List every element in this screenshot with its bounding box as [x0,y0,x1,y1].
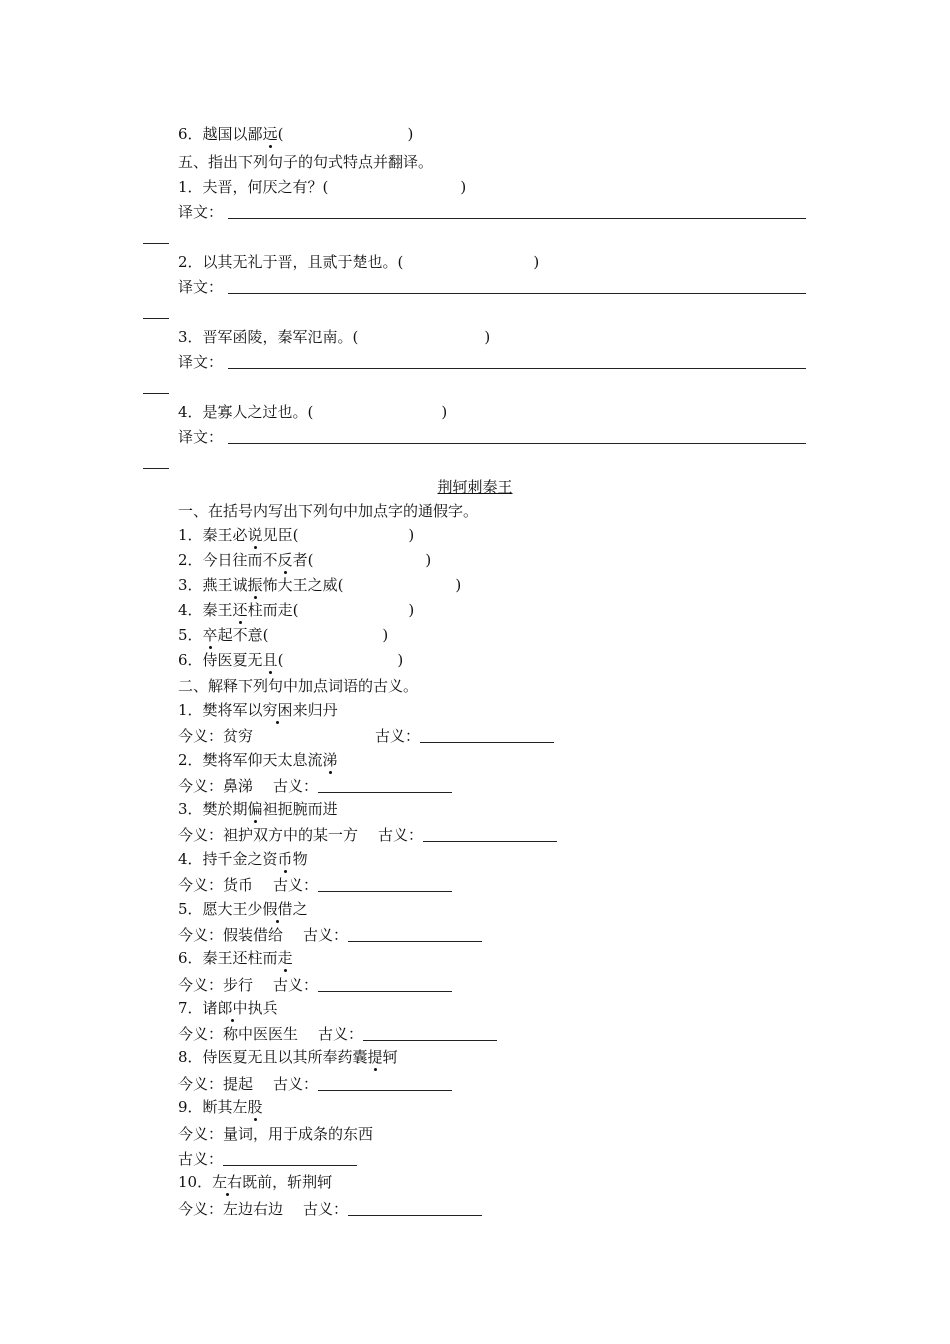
guyi-blank[interactable] [348,927,482,942]
paren-close: ) [408,526,415,544]
paren-close: ) [397,651,404,669]
sentence-text: 3．燕王诚 [178,576,248,594]
gujin-meaning-2 [178,776,810,798]
emphasized-char: 卒 [202,626,218,644]
jinyi-label: 今义： [178,777,224,795]
translation-label: 译文： [178,203,224,221]
guyi-blank[interactable] [420,728,554,743]
guyi-label: 古义： [178,1150,224,1168]
sentence-text: 9．断其左 [178,1098,248,1116]
guyi-label: 古义： [273,777,319,795]
jinyi-text: 左边右边 [223,1200,284,1218]
sentence-text: 柱而走( [247,601,299,619]
emphasized-word: 郎中 [217,999,248,1017]
jinyi-text: 鼻涕 [223,777,254,795]
guyi-label: 古义： [303,1200,349,1218]
question-text: 1．夫晋，何厌之有？( [178,178,329,196]
gujin-item-7 [178,998,810,1020]
gujin-guyi-9 [178,1149,810,1171]
jinyi-label: 今义： [178,1025,224,1043]
section-5-heading: 五、指出下列句子的句式特点并翻译。 [178,153,434,171]
gujin-meaning-1 [178,726,810,748]
paren-close: ) [484,328,491,346]
emphasized-char: 远 [262,125,278,143]
sentence-text: 10． [178,1173,213,1191]
answer-line-continuation [143,393,169,394]
emphasized-word: 涕 [322,751,338,769]
jinyi-text: 量词，用于成条的东西 [223,1125,374,1143]
sentence-text: 3．樊於期 [178,800,248,818]
emphasized-word: 偏 [247,800,263,818]
gujin-meaning-4 [178,875,810,897]
sentence-text: 怖大王之威( [262,576,344,594]
item-number: 6． [178,125,203,143]
paren-close: ) [441,403,448,421]
item-6-line [178,124,810,146]
sentence-text: ( [277,651,284,669]
emphasized-word: 币 [277,850,293,868]
tongjia-item-2 [178,550,810,572]
answer-line-continuation [143,243,169,244]
jinyi-text: 货币 [223,876,254,894]
guyi-blank[interactable] [423,827,557,842]
jinyi-text: 提起 [223,1075,254,1093]
sentence-text: 袒扼腕而进 [262,800,338,818]
paren-close: ) [382,626,389,644]
gujin-meaning-6 [178,975,810,997]
guyi-blank[interactable] [318,1076,452,1091]
sentence-text: 2．今日往而不 [178,551,278,569]
guyi-label: 古义： [375,727,421,745]
jinyi-label: 今义： [178,1125,224,1143]
emphasized-char: 反 [277,551,293,569]
gujin-item-3 [178,799,810,821]
sentence-text: 4．持千金之资 [178,850,278,868]
lesson-title-text: 荆轲刺秦王 [437,478,513,496]
sentence-text: 轲 [382,1048,398,1066]
paren-close: ) [533,253,540,271]
answer-line[interactable] [228,293,806,294]
paren-close: ) [407,125,414,143]
guyi-label: 古义： [273,1075,319,1093]
gujin-item-8 [178,1047,810,1069]
gujin-meaning-3 [178,825,810,847]
emphasized-char: 且 [262,651,278,669]
guyi-blank[interactable] [318,977,452,992]
paren-open: ( [277,125,284,143]
guyi-label: 古义： [378,826,424,844]
question-text: 2．以其无礼于晋，且贰于楚也。( [178,253,404,271]
answer-line[interactable] [228,218,806,219]
guyi-blank[interactable] [318,877,452,892]
sentence-text: 见臣( [262,526,299,544]
guyi-blank[interactable] [223,1151,357,1166]
sentence-text: 执兵 [247,999,278,1017]
gujin-item-6 [178,948,810,970]
gujin-item-9 [178,1097,810,1119]
sentence-text: 之 [292,900,308,918]
paren-close: ) [455,576,462,594]
tongjia-item-5 [178,625,810,647]
sentence-text: 起不意( [217,626,269,644]
sentence-text: 7．诸 [178,999,218,1017]
jinyi-label: 今义： [178,926,224,944]
jinyi-text: 假装借给 [223,926,284,944]
gujin-meaning-10 [178,1199,810,1221]
jinyi-text: 袒护双方中的某一方 [223,826,359,844]
translation-label: 译文： [178,428,224,446]
sentence-text: 6．侍医夏无 [178,651,263,669]
emphasized-word: 提 [367,1048,383,1066]
question-2 [178,252,810,274]
paren-close: ) [408,601,415,619]
question-text: 3．晋军函陵，秦军氾南。( [178,328,359,346]
gujin-item-2 [178,750,810,772]
sentence-text: 8．侍医夏无且以其所奉药囊 [178,1048,368,1066]
emphasized-char: 说 [247,526,263,544]
emphasized-word: 左右 [212,1173,243,1191]
sentence-text: 1．樊将军以 [178,701,263,719]
emphasized-word: 假借 [262,900,293,918]
emphasized-char: 振 [247,576,263,594]
sentence-text: 来归丹 [292,701,338,719]
emphasized-word: 股 [247,1098,263,1116]
emphasized-word: 走 [277,949,293,967]
jinyi-label: 今义： [178,826,224,844]
guyi-label: 古义： [273,876,319,894]
jinyi-label: 今义： [178,876,224,894]
section-2-heading: 二、解释下列句中加点词语的古义。 [178,677,419,695]
jinyi-label: 今义： [178,1200,224,1218]
guyi-label: 古义： [273,976,319,994]
tongjia-item-3 [178,575,810,597]
lesson-title [0,477,950,497]
tongjia-item-6 [178,650,810,672]
jinyi-label: 今义： [178,727,224,745]
jinyi-label: 今义： [178,1075,224,1093]
guyi-blank[interactable] [363,1026,497,1041]
guyi-blank[interactable] [348,1201,482,1216]
sentence-text: 4．秦王 [178,601,233,619]
sentence-text: 越国以鄙 [202,125,263,143]
jinyi-text: 步行 [223,976,254,994]
sentence-text: 6．秦王还柱而 [178,949,278,967]
answer-line[interactable] [228,368,806,369]
emphasized-word: 穷困 [262,701,293,719]
paren-close: ) [425,551,432,569]
sentence-text: 5．愿大王少 [178,900,263,918]
sentence-text: 者( [292,551,314,569]
jinyi-label: 今义： [178,976,224,994]
jinyi-text: 称中医医生 [223,1025,299,1043]
sentence-text: 既前，斩荆轲 [242,1173,333,1191]
gujin-meaning-8 [178,1074,810,1096]
gujin-meaning-7 [178,1024,810,1046]
answer-line[interactable] [228,443,806,444]
gujin-item-10 [178,1172,810,1194]
gujin-item-5 [178,899,810,921]
tongjia-item-1 [178,525,810,547]
answer-line-continuation [143,318,169,319]
paren-close: ) [460,178,467,196]
sentence-text: 5． [178,626,203,644]
translation-label: 译文： [178,353,224,371]
emphasized-char: 还 [232,601,248,619]
answer-line-continuation [143,468,169,469]
guyi-blank[interactable] [318,778,452,793]
sentence-text: 物 [292,850,308,868]
gujin-meaning-5 [178,925,810,947]
guyi-label: 古义： [318,1025,364,1043]
sentence-text: 1．秦王必 [178,526,248,544]
tongjia-item-4 [178,600,810,622]
guyi-label: 古义： [303,926,349,944]
question-1 [178,177,810,199]
gujin-meaning-9 [178,1124,810,1146]
gujin-item-4 [178,849,810,871]
question-text: 4．是寡人之过也。( [178,403,314,421]
section-1-heading: 一、在括号内写出下列句中加点字的通假字。 [178,502,479,520]
question-4 [178,402,810,424]
question-3 [178,327,810,349]
translation-label: 译文： [178,278,224,296]
gujin-item-1 [178,700,810,722]
sentence-text: 2．樊将军仰天太息流 [178,751,323,769]
jinyi-text: 贫穷 [223,727,254,745]
